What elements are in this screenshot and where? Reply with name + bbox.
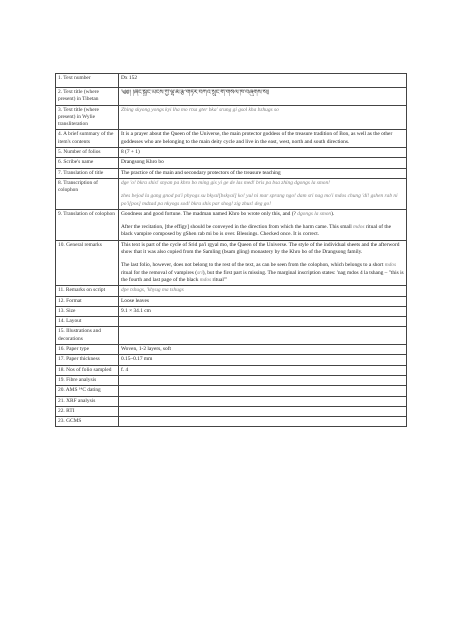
row-value [119,178,407,209]
colophon-translation-part-1 [121,211,404,218]
row-value [119,417,407,427]
row-value [119,375,407,385]
table-row [56,306,407,316]
table-row [56,286,407,296]
table-row [56,148,407,158]
row-label: 7. Translation of title [56,168,119,178]
row-value [119,240,407,285]
table-row [56,240,407,285]
table-row [56,396,407,406]
text-run: ritual of the black vampire composed by gShen rab mi bo is over. Blessings. Checked once. It is correct. [121,224,392,238]
row-value: The practice of the main and secondary protectors of the treasure teaching [119,168,407,178]
row-value [119,327,407,345]
row-label: 11. Remarks on script [56,286,119,296]
text-run: ). [331,210,335,217]
row-label: 2. Text title (where present) in Tibetan [56,88,119,106]
table-row [56,178,407,209]
text-run: The last folio, however, does not belong to the rest of the text, as can be seen from the colophon, which belongs to a short [121,262,385,269]
row-label: 20. AMS ¹⁴C dating [56,386,119,396]
colophon-translation-part-2 [121,224,404,239]
row-value: 8 (7 + 1) [119,148,407,158]
row-label: 21. XRF analysis [56,396,119,406]
row-value: It is a prayer about the Queen of the Universe, the main protector goddess of the treasure tradition of Bon, as well as the other goddesses who are belonging to the main deity cycle and live in the east, west, north and south directions. [119,130,407,148]
italic-term: mdos [199,276,212,283]
row-value: Zhing skyong yongs kyi lha mo rtsa gter bka' srung gi gsol kha bzhugs so [119,105,407,130]
row-label: 9. Translation of colophon [56,209,119,240]
row-value: dpe tshugs, 'khyug ma tshugs [119,286,407,296]
metadata-table [55,73,407,427]
row-label: 15. Illustrations and decorations [56,327,119,345]
table-row [56,209,407,240]
row-value [119,88,407,106]
row-label: 16. Paper type [56,345,119,355]
row-label: 12. Format [56,296,119,306]
row-label: 23. GCMS [56,417,119,427]
italic-term: mdos [384,262,397,269]
row-label: 14. Layout [56,317,119,327]
row-value [119,406,407,416]
table-row [56,375,407,385]
row-label: 13. Size [56,306,119,316]
row-label: 17. Paper thickness [56,355,119,365]
row-label: 22. RTI [56,406,119,416]
row-value: Dx 152 [119,74,407,88]
row-label: 3. Text title (where present) in Wylie transliteration [56,105,119,130]
table-row [56,345,407,355]
table-row [56,406,407,416]
row-value: 9.1 × 34.1 cm [119,306,407,316]
row-label: 1. Text number [56,74,119,88]
row-label: 4. A brief summary of the item's contents [56,130,119,148]
row-value [119,396,407,406]
table-row [56,168,407,178]
row-value: Loose leaves [119,296,407,306]
colophon-transcription-part-1: dge 'o! bkra shis! snyan pa khro bo ming gis yi ge de las med! bris pa bsa zhing dgongs la smon! [121,179,330,186]
text-run: ritual"' [211,276,228,283]
italic-term: sri [197,269,203,276]
text-run: ), but the first part is missing. The marginal inscription states: 'nag mdos 4 la tshang – "this is the fourth and last page of the black [121,269,404,283]
row-label: 8. Transcription of colophon [56,178,119,209]
italic-term: dgongs la smon [297,210,332,217]
table-row [56,327,407,345]
row-value: f. 4 [119,365,407,375]
row-value: Woven, 1-2 layers, soft [119,345,407,355]
table-row [56,386,407,396]
tibetan-title: ༄༅། །ཞིང་སྐྱོང་ཡོངས་ཀྱི་ལྷ་མོ་རྩ་གཏེར་བཀའ་སྲུང་གི་གསོལ་ཁ་བཞུགས་སོ༔ [121,89,270,96]
row-value [119,209,407,240]
row-value [119,386,407,396]
colophon-transcription-part-2: zhes bejod la gang gnod pa'i phyogs su bkyal[bskyal] ko! yul ni mar sprang ngo! dam sri nag mo'i mdos chung 'di! gshen rab ni po'i[pos] mdzad pa nkyogs sod! bkra shis par shog! zig zhus! deg go! [121,193,398,207]
table-row [56,105,407,130]
text-run: Goodness and good fortune. The madman named Khro bo wrote only this, and (? [121,210,296,217]
row-label: 5. Number of folios [56,148,119,158]
text-run: ritual for the removal of vampires ( [121,269,198,276]
italic-term: mdos [353,224,365,231]
row-label: 19. Fibre analysis [56,375,119,385]
table-row [56,296,407,306]
text-run: After the recitation, [the effigy] should be conveyed in the direction from which the harm came. This small [121,224,354,231]
general-remarks-part-2 [121,262,404,284]
table-row [56,130,407,148]
table-row [56,355,407,365]
table-row [56,74,407,88]
table-row [56,417,407,427]
row-label: 18. Nos of folio sampled [56,365,119,375]
table-row [56,365,407,375]
table-row [56,317,407,327]
row-label: 10. General remarks [56,240,119,285]
row-value: 0.15–0.17 mm [119,355,407,365]
table-row [56,158,407,168]
row-value: Drangsong Khro bo [119,158,407,168]
row-label: 6. Scribe's name [56,158,119,168]
table-row [56,88,407,106]
row-value [119,317,407,327]
general-remarks-part-1: This text is part of the cycle of Srid pa'i rgyal mo, the Queen of the Universe. The style of the individual sheets and the afterword show that it was also copied from the Samling (bsam gling) monastery by the Khro bo of the Drangsong family. [121,241,400,256]
